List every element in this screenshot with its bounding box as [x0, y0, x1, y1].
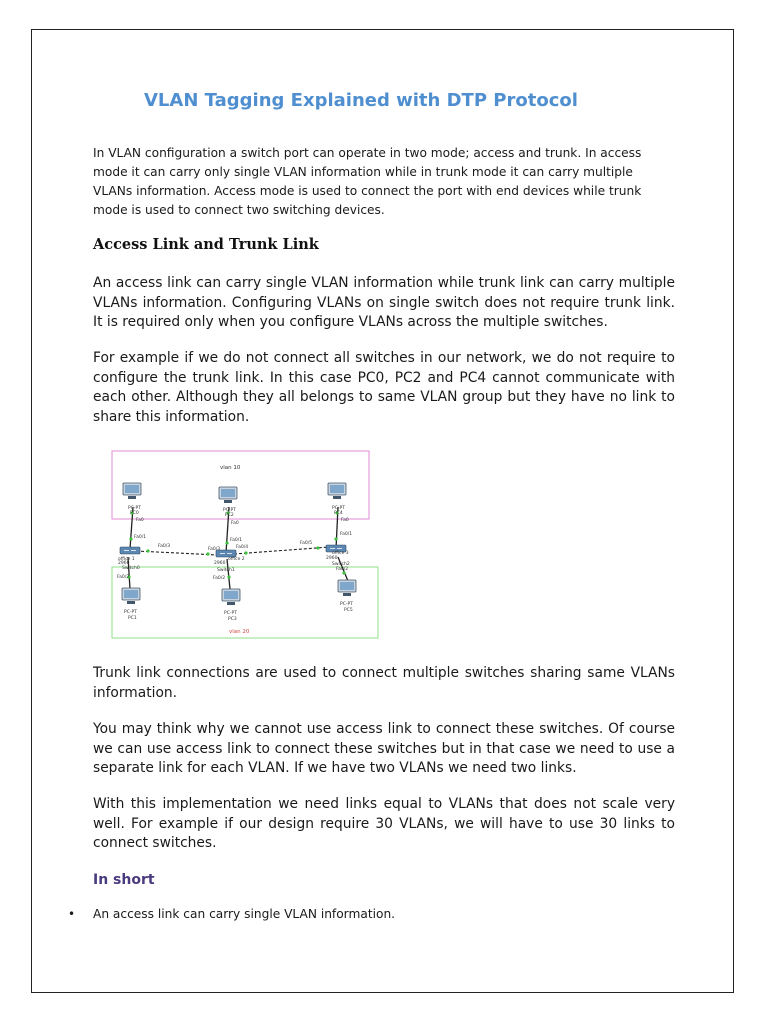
port-dot: [316, 546, 319, 549]
port-dot: [244, 551, 247, 554]
switch0-model-label: 2960: [118, 561, 130, 566]
pc1-name-label: PC1: [128, 616, 137, 621]
port-dot: [206, 552, 209, 555]
pc5-type-label: PC-PT: [340, 602, 353, 607]
switch1-office-label: office 2: [228, 557, 245, 562]
pc5-computer-icon: [338, 580, 356, 596]
pc5-name-label: PC5: [344, 608, 353, 613]
port-dot: [225, 541, 228, 544]
switch1-model-label: 2960: [214, 561, 226, 566]
switch2-office-label: office 3: [332, 551, 349, 556]
paragraph-access-trunk: An access link can carry single VLAN information while trunk link can carry multiple VLANs information. Configuring VLANs on single switch does not require trunk link. It is required only when you configure VLANs across the multiple switches.: [93, 275, 675, 330]
pc0-type-label: PC-PT: [128, 506, 141, 511]
pc3-type-label: PC-PT: [224, 611, 237, 616]
port-label-fa01: Fa0/1: [134, 535, 147, 540]
port-label-fa04: Fa0/4: [236, 545, 249, 550]
pc4-computer-icon: [328, 483, 346, 499]
port-label-fa03: Fa0/3: [208, 547, 221, 552]
port-dot: [227, 575, 230, 578]
port-label-fa01: Fa0/1: [230, 538, 243, 543]
switch2-model-label: 2960: [326, 556, 338, 561]
intro-paragraph: In VLAN configuration a switch port can operate in two mode; access and trunk. In access mode it can carry only single VLAN information while in trunk mode it can carry multiple VLANs information. Access mode is used to connect the port with end devices while trunk mode is used to connect two switching devices.: [93, 146, 642, 217]
in-short-heading: In short: [93, 872, 155, 888]
switch0-name-label: Switch0: [122, 566, 140, 571]
link-switch1-switch2: [234, 547, 330, 554]
pc2-computer-icon: [219, 487, 237, 503]
port-label-fa02: Fa0/2: [117, 575, 130, 580]
bullet-icon: •: [68, 907, 76, 921]
paragraph-scaling: With this implementation we need links equal to VLANs that does not scale very well. For example if our design require 30 VLANs, we will have to use 30 links to connect switches.: [93, 796, 675, 851]
summary-bullet-list: [68, 907, 395, 921]
list-item-text: An access link can carry single VLAN information.: [93, 907, 396, 921]
port-label-fa01: Fa0/1: [340, 532, 353, 537]
port-label-fa0: Fa0: [231, 521, 239, 526]
paragraph-access-link-question: You may think why we cannot use access link to connect these switches. Of course we can use access link to connect these switches but in that case we need to use a separate link for each VLAN. If we have two VLANs we need two links.: [93, 721, 675, 776]
pc1-computer-icon: [122, 588, 140, 604]
vlan20-label: vlan 20: [229, 629, 250, 635]
port-label-fa0: Fa0: [136, 518, 144, 523]
port-label-fa0: Fa0: [341, 518, 349, 523]
pc0-computer-icon: [123, 483, 141, 499]
vlan10-label: vlan 10: [220, 465, 241, 471]
pc4-type-label: PC-PT: [332, 506, 345, 511]
port-label-fa03: Fa0/3: [158, 544, 171, 549]
port-label-fa02: Fa0/2: [336, 567, 349, 572]
pc2-name-label: PC2: [225, 513, 234, 518]
paragraph-example: For example if we do not connect all switches in our network, we do not require to configure the trunk link. In this case PC0, PC2 and PC4 cannot communicate with each other. Although they all belongs to same VLAN group but they have no link to share this information.: [93, 350, 675, 425]
vlan20-zone: [112, 567, 378, 638]
document-title: VLAN Tagging Explained with DTP Protocol: [144, 90, 578, 111]
port-dot: [146, 549, 149, 552]
switch2-name-label: Switch2: [332, 562, 350, 567]
pc3-computer-icon: [222, 589, 240, 605]
switch0-icon: [120, 547, 140, 554]
section-heading: Access Link and Trunk Link: [93, 236, 319, 253]
port-label-fa02: Fa0/2: [213, 576, 226, 581]
switch0-office-label: office 1: [118, 557, 135, 562]
list-item: [68, 907, 395, 921]
pc3-name-label: PC3: [228, 617, 237, 622]
pc4-name-label: PC4: [334, 511, 343, 516]
port-label-fa05: Fa0/5: [300, 541, 313, 546]
port-dot: [129, 537, 132, 540]
switch1-name-label: Switch1: [217, 568, 235, 573]
port-dot: [334, 537, 337, 540]
link-switch1-pc3: [227, 559, 230, 589]
network-diagram: [108, 449, 384, 643]
pc1-type-label: PC-PT: [124, 610, 137, 615]
paragraph-trunk-connections: Trunk link connections are used to connect multiple switches sharing same VLANs information.: [93, 665, 675, 701]
pc0-name-label: PC0: [130, 511, 139, 516]
pc2-type-label: PC-PT: [223, 508, 236, 513]
